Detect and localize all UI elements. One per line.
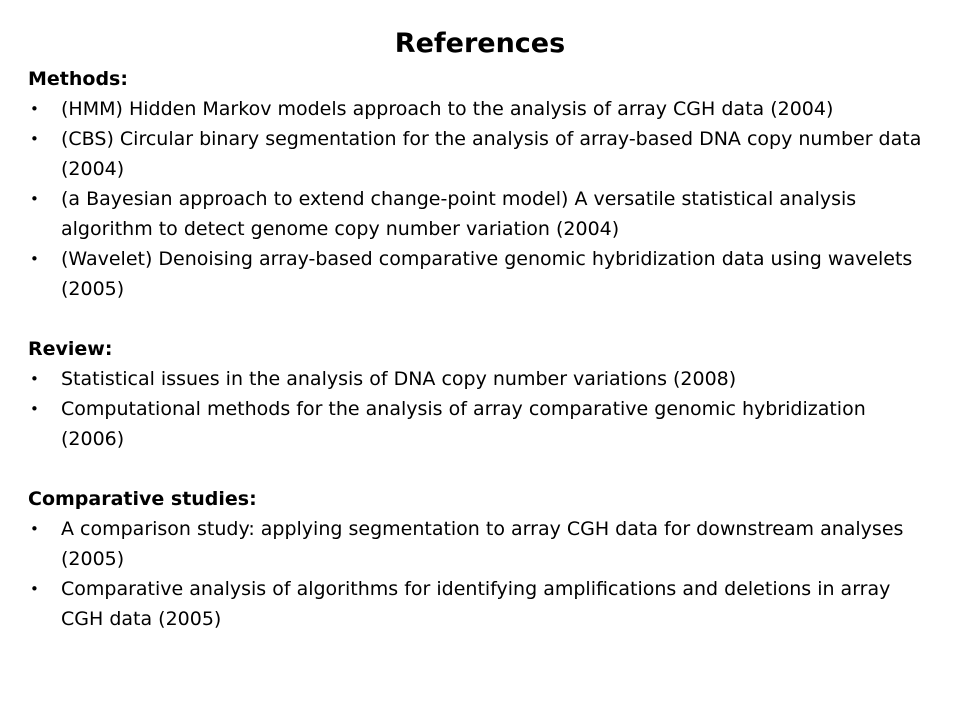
slide-content — [28, 64, 928, 634]
bullet-icon: • — [30, 400, 39, 418]
reference-text: (CBS) Circular binary segmentation for the analysis of array-based DNA copy number data (2004) — [61, 128, 922, 180]
bullet-icon: • — [30, 130, 39, 148]
bullet-icon: • — [30, 370, 39, 388]
bullet-icon: • — [30, 190, 39, 208]
section-comparative-studies — [28, 484, 928, 634]
list-item — [28, 94, 928, 124]
list-item — [28, 394, 928, 454]
reference-list — [28, 514, 928, 634]
reference-text: A comparison study: applying segmentation to array CGH data for downstream analyses (2005) — [61, 518, 904, 570]
list-item — [28, 244, 928, 304]
slide-title: References — [394, 28, 566, 59]
section-heading: Methods: — [28, 68, 128, 90]
reference-text: (Wavelet) Denoising array-based comparative genomic hybridization data using wavelets (2005) — [61, 248, 913, 300]
bullet-icon: • — [30, 580, 39, 598]
reference-text: (HMM) Hidden Markov models approach to the analysis of array CGH data (2004) — [61, 98, 834, 120]
reference-text: Comparative analysis of algorithms for identifying amplifications and deletions in array CGH data (2005) — [61, 578, 891, 630]
reference-text: Statistical issues in the analysis of DNA copy number variations (2008) — [61, 368, 737, 390]
list-item — [28, 124, 928, 184]
list-item — [28, 184, 928, 244]
reference-text: (a Bayesian approach to extend change-point model) A versatile statistical analysis algorithm to detect genome copy number variation (2004) — [61, 188, 857, 240]
list-item — [28, 364, 928, 394]
reference-text: Computational methods for the analysis of array comparative genomic hybridization (2006) — [61, 398, 866, 450]
bullet-icon: • — [30, 250, 39, 268]
list-item — [28, 574, 928, 634]
reference-list — [28, 364, 928, 454]
section-methods — [28, 64, 928, 304]
bullet-icon: • — [30, 100, 39, 118]
list-item — [28, 514, 928, 574]
reference-list — [28, 94, 928, 304]
section-heading: Comparative studies: — [28, 488, 257, 510]
bullet-icon: • — [30, 520, 39, 538]
section-heading: Review: — [28, 338, 113, 360]
section-review — [28, 334, 928, 454]
